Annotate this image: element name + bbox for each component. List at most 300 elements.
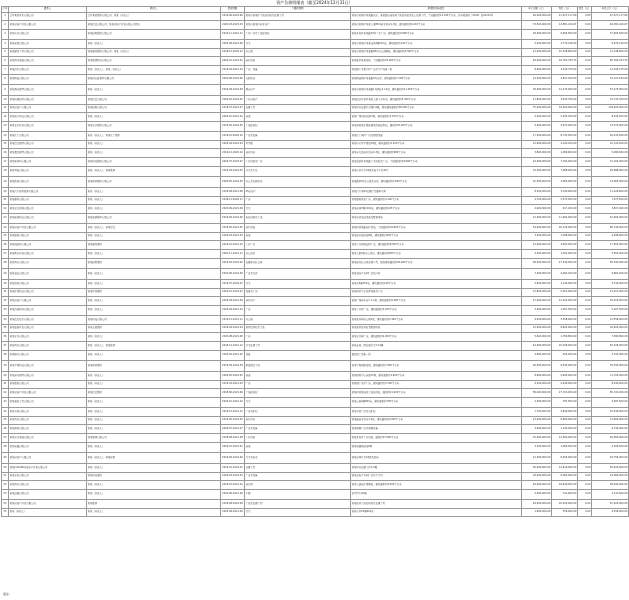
row-number[interactable]: 15 — [2, 141, 9, 149]
interest-cell[interactable]: 8,256,000.00 — [552, 453, 578, 464]
term-cell[interactable]: 2020.05-2022.05 — [221, 177, 245, 188]
penalty-cell[interactable]: 0.00 — [578, 389, 592, 398]
interest-cell[interactable]: 1,489,600.00 — [552, 149, 578, 158]
debtor-cell[interactable]: 某某置业有限公司 — [9, 417, 87, 425]
collateral-cell[interactable]: 工业用地 — [245, 434, 351, 443]
penalty-cell[interactable]: 0.00 — [578, 289, 592, 297]
collateral-cell[interactable]: 住宅及商业 — [245, 453, 351, 464]
penalty-cell[interactable]: 0.00 — [578, 408, 592, 417]
principal-cell[interactable]: 9,200,000.00 — [522, 316, 552, 325]
collateral-cell[interactable]: 厂房、设备 — [245, 66, 351, 75]
penalty-cell[interactable]: 0.00 — [578, 30, 592, 40]
guarantor-cell[interactable]: 某某建设集团有限公司；某某（自然人） — [87, 49, 221, 57]
collateral-cell[interactable]: 电站设备及土地 — [245, 214, 351, 224]
guarantor-cell[interactable]: 某某建设集团 — [87, 241, 221, 250]
debtor-cell[interactable]: 某某置业有限公司 — [9, 481, 87, 490]
interest-cell[interactable]: 14,275,000.00 — [552, 85, 578, 96]
debtor-cell[interactable]: 某某房地产有限公司 — [9, 105, 87, 113]
penalty-cell[interactable]: 0.00 — [578, 453, 592, 464]
total-cell[interactable]: 35,542,000.00 — [592, 361, 629, 372]
row-number[interactable]: 44 — [2, 408, 9, 417]
debtor-cell[interactable]: 某某贸易有限公司 — [9, 280, 87, 289]
guarantor-cell[interactable]: 某某医药集团 — [87, 361, 221, 372]
interest-cell[interactable]: 18,640,000.00 — [552, 481, 578, 490]
interest-cell[interactable]: 20,328,000.00 — [552, 342, 578, 351]
debtor-cell[interactable]: 某某房地产开发有限公司 — [9, 389, 87, 398]
row-number[interactable]: 31 — [2, 289, 9, 297]
interest-cell[interactable]: 558,000.00 — [552, 509, 578, 517]
interest-cell[interactable]: 14,560,000.00 — [552, 434, 578, 443]
penalty-cell[interactable]: 0.00 — [578, 325, 592, 333]
interest-cell[interactable]: 2,904,000.00 — [552, 372, 578, 381]
guarantor-cell[interactable]: 某某（自然人） — [87, 269, 221, 280]
principal-cell[interactable]: 8,800,000.00 — [522, 372, 552, 381]
guarantor-cell[interactable]: 某某控股集团 — [87, 259, 221, 269]
penalty-cell[interactable]: 0.00 — [578, 158, 592, 167]
term-cell[interactable]: 2020.06-2022.06 — [221, 269, 245, 280]
debtor-cell[interactable]: 某某教育咨询有限公司 — [9, 250, 87, 259]
collateral-cell[interactable]: 商铺 — [245, 372, 351, 381]
total-cell[interactable]: 4,398,900.00 — [592, 233, 629, 241]
guarantor-cell[interactable]: 某某集团 — [87, 500, 221, 509]
row-number[interactable]: 50 — [2, 464, 9, 473]
collateral-cell[interactable]: 工业厂房及土地使用权 — [245, 30, 351, 40]
row-number[interactable]: 46 — [2, 425, 9, 434]
interest-cell[interactable]: 8,809,000.00 — [552, 417, 578, 425]
detail-cell[interactable]: 某某市某某区某某大道88号商业用房1-3层，建筑面积约6,210平方米 — [351, 21, 522, 30]
principal-cell[interactable]: 21,000,000.00 — [522, 49, 552, 57]
guarantor-cell[interactable]: 某某集团有限公司 — [87, 434, 221, 443]
guarantor-cell[interactable]: 某某集团股份有限公司 — [87, 57, 221, 66]
row-number[interactable]: 48 — [2, 443, 9, 453]
term-cell[interactable]: 2018.11-2020.11 — [221, 197, 245, 205]
collateral-cell[interactable]: 住宅在建工程 — [245, 342, 351, 351]
total-cell[interactable]: 39,015,000.00 — [592, 297, 629, 306]
term-cell[interactable]: 2020.03-2021.03 — [221, 233, 245, 241]
debtor-cell[interactable]: 某某建设工程有限公司 — [9, 49, 87, 57]
total-cell[interactable]: 24,084,000.00 — [592, 473, 629, 481]
penalty-cell[interactable]: 0.00 — [578, 372, 592, 381]
penalty-cell[interactable]: 0.00 — [578, 75, 592, 85]
penalty-cell[interactable]: 0.00 — [578, 333, 592, 342]
guarantor-cell[interactable]: 某某（自然人）；某某投资 — [87, 224, 221, 233]
guarantor-cell[interactable]: 某某（自然人） — [87, 197, 221, 205]
interest-cell[interactable]: 4,953,000.00 — [552, 241, 578, 250]
debtor-cell[interactable]: 某某置业有限公司 — [9, 259, 87, 269]
penalty-cell[interactable]: 0.00 — [578, 49, 592, 57]
collateral-cell[interactable]: 住宅 — [245, 40, 351, 49]
collateral-cell[interactable]: 在建工程 — [245, 105, 351, 113]
penalty-cell[interactable]: 0.00 — [578, 141, 592, 149]
principal-cell[interactable]: 2,600,000.00 — [522, 280, 552, 289]
detail-cell[interactable]: 某某区某某地块土地使用权，面积约21,000平方米 — [351, 389, 522, 398]
total-cell[interactable]: 5,502,000.00 — [592, 250, 629, 259]
detail-cell[interactable]: 某某软件园办公楼3层，建筑面积约2,400平方米 — [351, 316, 522, 325]
collateral-cell[interactable]: 厂房及矿权 — [245, 408, 351, 417]
collateral-cell[interactable]: 在建商业综合体 — [245, 259, 351, 269]
principal-cell[interactable]: 5,200,000.00 — [522, 40, 552, 49]
penalty-cell[interactable]: 0.00 — [578, 177, 592, 188]
interest-cell[interactable]: 27,540,000.00 — [552, 259, 578, 269]
guarantor-cell[interactable]: 某某（自然人） — [87, 417, 221, 425]
principal-cell[interactable]: 9,900,000.00 — [522, 122, 552, 132]
collateral-cell[interactable]: 厂房及设备 — [245, 473, 351, 481]
detail-cell[interactable]: 某某工业区厂房，建筑面积约3,200平方米 — [351, 306, 522, 316]
debtor-cell[interactable]: 某某生物科技有限公司 — [9, 361, 87, 372]
debtor-cell[interactable]: 某某建材有限公司 — [9, 197, 87, 205]
term-cell[interactable]: 2019.06-2022.06 — [221, 13, 245, 21]
guarantor-cell[interactable]: 某某（自然人） — [87, 149, 221, 158]
detail-cell[interactable]: 某某公寓2幢801室，建筑面积约138平方米 — [351, 398, 522, 408]
debtor-cell[interactable]: 某某包装材料有限公司 — [9, 306, 87, 316]
detail-cell[interactable]: 某某步行街商业用房2-3层，建筑面积约980平方米 — [351, 149, 522, 158]
guarantor-cell[interactable]: 某某（自然人） — [87, 233, 221, 241]
detail-cell[interactable]: 某某市某某区某某花园3幢501室，建筑面积约142平方米 — [351, 40, 522, 49]
detail-cell[interactable]: 某某经济开发区某某大道工业用房，建筑面积约5,300平方米 — [351, 96, 522, 105]
penalty-cell[interactable]: 0.00 — [578, 269, 592, 280]
term-cell[interactable]: 2018.12-2020.12 — [221, 49, 245, 57]
debtor-cell[interactable]: 某某物流有限公司 — [9, 75, 87, 85]
term-cell[interactable]: 2018.12-2021.12 — [221, 342, 245, 351]
penalty-cell[interactable]: 0.00 — [578, 342, 592, 351]
guarantor-cell[interactable]: 某某（自然人） — [87, 381, 221, 389]
detail-cell[interactable]: 某某市某某区某某路66号办公楼整栋，建筑面积约4,560平方米 — [351, 49, 522, 57]
interest-cell[interactable]: 3,416,725.00 — [552, 66, 578, 75]
penalty-cell[interactable]: 0.00 — [578, 500, 592, 509]
interest-cell[interactable]: 27,724,000.00 — [552, 389, 578, 398]
guarantor-cell[interactable]: 某某控股集团有限公司 — [87, 30, 221, 40]
term-cell[interactable]: 2019.03-2022.03 — [221, 167, 245, 177]
debtor-cell[interactable]: 某某投资管理有限公司 — [9, 141, 87, 149]
principal-cell[interactable]: 2,900,000.00 — [522, 205, 552, 214]
debtor-cell[interactable]: 某某餐饮管理有限公司 — [9, 149, 87, 158]
collateral-cell[interactable]: 住宅 — [245, 509, 351, 517]
interest-cell[interactable]: 4,821,540.00 — [552, 75, 578, 85]
collateral-cell[interactable]: 写字楼 — [245, 141, 351, 149]
term-cell[interactable]: 2019.10-2021.10 — [221, 241, 245, 250]
principal-cell[interactable]: 49,000,000.00 — [522, 500, 552, 509]
principal-cell[interactable]: 8,100,000.00 — [522, 188, 552, 197]
interest-cell[interactable]: 5,451,000.00 — [552, 289, 578, 297]
total-cell[interactable]: 21,251,000.00 — [592, 289, 629, 297]
detail-cell[interactable]: 某某县某某乡集体建设用地使用权，面积约30,000平方米 — [351, 122, 522, 132]
total-cell[interactable]: 13,572,900.00 — [592, 122, 629, 132]
collateral-cell[interactable]: 工业房地产 — [245, 96, 351, 105]
total-cell[interactable]: 80,136,000.00 — [592, 224, 629, 233]
interest-cell[interactable]: 8,822,000.00 — [552, 325, 578, 333]
debtor-cell[interactable]: 某某房地产开发有限公司 — [9, 500, 87, 509]
term-cell[interactable]: 2018.08-2021.08 — [221, 434, 245, 443]
total-cell[interactable]: 67,424,000.00 — [592, 500, 629, 509]
total-cell[interactable]: 4,730,400.00 — [592, 425, 629, 434]
penalty-cell[interactable]: 0.00 — [578, 132, 592, 141]
detail-cell[interactable]: 某某景区经营权及配套用地 — [351, 325, 522, 333]
principal-cell[interactable]: 18,000,000.00 — [522, 473, 552, 481]
penalty-cell[interactable]: 0.00 — [578, 21, 592, 30]
interest-cell[interactable]: 7,104,000.00 — [552, 158, 578, 167]
principal-cell[interactable]: 28,000,000.00 — [522, 30, 552, 40]
term-cell[interactable]: 2019.07-2020.07 — [221, 280, 245, 289]
collateral-cell[interactable]: 设备 — [245, 351, 351, 361]
total-cell[interactable]: 16,720,200.00 — [592, 141, 629, 149]
detail-cell[interactable]: 某某工业园钢结构厂房，建筑面积约8,500平方米 — [351, 241, 522, 250]
term-cell[interactable]: 2019.09-2022.09 — [221, 361, 245, 372]
guarantor-cell[interactable]: 某某（自然人）；某某集团 — [87, 342, 221, 351]
term-cell[interactable]: 2018.07-2021.07 — [221, 105, 245, 113]
row-number[interactable]: 32 — [2, 297, 9, 306]
penalty-cell[interactable]: 0.00 — [578, 188, 592, 197]
row-number[interactable]: 22 — [2, 205, 9, 214]
guarantor-cell[interactable]: 某某（自然人） — [87, 464, 221, 473]
debtor-cell[interactable]: 某某光电有限公司 — [9, 473, 87, 481]
row-number[interactable]: 29 — [2, 269, 9, 280]
collateral-cell[interactable]: 土地使用权 — [245, 122, 351, 132]
penalty-cell[interactable]: 0.00 — [578, 122, 592, 132]
row-number[interactable]: 6 — [2, 57, 9, 66]
detail-cell[interactable]: 某某项目在建住宅楼1-6幢，规划建筑面积约48,000平方米 — [351, 105, 522, 113]
term-cell[interactable]: 2020.10-2021.10 — [221, 113, 245, 122]
total-cell[interactable]: 26,232,500.00 — [592, 132, 629, 141]
total-cell[interactable]: 26,688,000.00 — [592, 167, 629, 177]
total-cell[interactable]: 3,724,000.00 — [592, 351, 629, 361]
term-cell[interactable]: 2019.04-2022.04 — [221, 325, 245, 333]
interest-cell[interactable]: 3,126,600.00 — [552, 188, 578, 197]
interest-cell[interactable]: 9,542,000.00 — [552, 361, 578, 372]
detail-cell[interactable]: 重型货车20辆 — [351, 490, 522, 500]
term-cell[interactable]: 2020.07-2021.07 — [221, 425, 245, 434]
term-cell[interactable]: 2020.03-2023.03 — [221, 21, 245, 30]
interest-cell[interactable]: 10,348,800.00 — [552, 49, 578, 57]
debtor-cell[interactable]: 某某（自然人） — [9, 509, 87, 517]
column-header[interactable]: 利息（元） — [552, 7, 578, 13]
penalty-cell[interactable]: 0.00 — [578, 105, 592, 113]
collateral-cell[interactable]: 某某市某某区土地使用权及在建工程 — [245, 13, 351, 21]
principal-cell[interactable]: 40,000,000.00 — [522, 481, 552, 490]
principal-cell[interactable]: 26,000,000.00 — [522, 361, 552, 372]
principal-cell[interactable]: 4,700,000.00 — [522, 197, 552, 205]
collateral-cell[interactable]: 办公楼 — [245, 49, 351, 57]
total-cell[interactable]: 12,016,725.00 — [592, 66, 629, 75]
principal-cell[interactable]: 15,800,000.00 — [522, 289, 552, 297]
row-number[interactable]: 10 — [2, 96, 9, 105]
total-cell[interactable]: 109,620,000.00 — [592, 105, 629, 113]
guarantor-cell[interactable]: 某某科技集团 — [87, 473, 221, 481]
debtor-cell[interactable]: 某某装饰工程有限公司 — [9, 398, 87, 408]
term-cell[interactable]: 2020.05-2022.05 — [221, 372, 245, 381]
penalty-cell[interactable]: 0.00 — [578, 224, 592, 233]
penalty-cell[interactable]: 0.00 — [578, 398, 592, 408]
guarantor-cell[interactable]: 某某能源集团有限公司 — [87, 214, 221, 224]
total-cell[interactable]: 6,970,126.00 — [592, 40, 629, 49]
detail-cell[interactable]: 某某广场1层商铺12间，建筑面积约1,150平方米 — [351, 113, 522, 122]
collateral-cell[interactable]: 土地使用权 — [245, 389, 351, 398]
debtor-cell[interactable]: 某某房地产开发有限公司 — [9, 21, 87, 30]
detail-cell[interactable]: 某某化工园区厂房及附属设施 — [351, 132, 522, 141]
detail-cell[interactable]: 某某中心写字楼第18层，建筑面积约2,100平方米 — [351, 141, 522, 149]
collateral-cell[interactable]: 土地及在建工程 — [245, 500, 351, 509]
penalty-cell[interactable]: 0.00 — [578, 113, 592, 122]
collateral-cell[interactable]: 仓储用房 — [245, 75, 351, 85]
principal-cell[interactable]: 7,400,000.00 — [522, 269, 552, 280]
total-cell[interactable]: 80,760,333.33 — [592, 57, 629, 66]
principal-cell[interactable]: 5,600,000.00 — [522, 333, 552, 342]
principal-cell[interactable]: 27,000,000.00 — [522, 297, 552, 306]
principal-cell[interactable]: 12,600,000.00 — [522, 141, 552, 149]
term-cell[interactable]: 2019.06-2022.06 — [221, 453, 245, 464]
row-number[interactable]: 8 — [2, 75, 9, 85]
row-number[interactable]: 35 — [2, 325, 9, 333]
guarantor-cell[interactable]: 某某控股有限公司 — [87, 105, 221, 113]
interest-cell[interactable]: 14,616,000.00 — [552, 464, 578, 473]
collateral-cell[interactable]: 商住楼 — [245, 481, 351, 490]
row-number[interactable]: 54 — [2, 500, 9, 509]
interest-cell[interactable]: 1,144,000.00 — [552, 280, 578, 289]
penalty-cell[interactable]: 0.00 — [578, 490, 592, 500]
debtor-cell[interactable]: 某某环保科技有限公司 — [9, 289, 87, 297]
penalty-cell[interactable]: 0.00 — [578, 306, 592, 316]
detail-cell[interactable]: 某某家园住宅18套及底商 — [351, 453, 522, 464]
total-cell[interactable]: 8,540,000.00 — [592, 381, 629, 389]
penalty-cell[interactable]: 0.00 — [578, 443, 592, 453]
row-number[interactable]: 5 — [2, 49, 9, 57]
collateral-cell[interactable]: 研发楼及土地 — [245, 361, 351, 372]
principal-cell[interactable]: 17,500,000.00 — [522, 132, 552, 141]
collateral-cell[interactable]: 厂房 — [245, 197, 351, 205]
penalty-cell[interactable]: 0.00 — [578, 96, 592, 105]
penalty-cell[interactable]: 0.00 — [578, 57, 592, 66]
principal-cell[interactable]: 7,700,000.00 — [522, 408, 552, 417]
principal-cell[interactable]: 33,500,000.00 — [522, 21, 552, 30]
interest-cell[interactable]: 1,130,400.00 — [552, 425, 578, 434]
collateral-cell[interactable]: 办公楼 — [245, 316, 351, 325]
term-cell[interactable]: 2019.12-2021.12 — [221, 408, 245, 417]
debtor-cell[interactable]: 某某置业有限公司 — [9, 342, 87, 351]
column-header[interactable]: 债务人 — [9, 7, 87, 13]
guarantor-cell[interactable]: 某某（自然人） — [87, 280, 221, 289]
debtor-cell[interactable]: 某某房地产开发有限公司 — [9, 224, 87, 233]
interest-cell[interactable]: 18,424,000.00 — [552, 500, 578, 509]
debtor-cell[interactable]: 某某商业管理有限公司 — [9, 372, 87, 381]
column-header[interactable]: 本息合计（元） — [592, 7, 629, 13]
total-cell[interactable]: 58,640,000.00 — [592, 481, 629, 490]
principal-cell[interactable]: 46,000,000.00 — [522, 13, 552, 21]
principal-cell[interactable]: 2,400,000.00 — [522, 490, 552, 500]
interest-cell[interactable]: 787,500.00 — [552, 398, 578, 408]
term-cell[interactable]: 2019.03-2021.03 — [221, 381, 245, 389]
principal-cell[interactable]: 32,000,000.00 — [522, 434, 552, 443]
guarantor-cell[interactable]: 某某（自然人） — [87, 425, 221, 434]
total-cell[interactable]: 5,167,500.00 — [592, 306, 629, 316]
interest-cell[interactable]: 26,136,000.00 — [552, 224, 578, 233]
detail-cell[interactable]: 某某生物园研发楼，建筑面积约7,800平方米 — [351, 361, 522, 372]
debtor-cell[interactable]: 某某食品有限公司 — [9, 269, 87, 280]
interest-cell[interactable]: 1,267,500.00 — [552, 306, 578, 316]
total-cell[interactable]: 2,358,000.00 — [592, 509, 629, 517]
guarantor-cell[interactable]: 某某（自然人） — [87, 188, 221, 197]
debtor-cell[interactable]: 某某纺织有限公司 — [9, 66, 87, 75]
row-number[interactable]: 47 — [2, 434, 9, 443]
row-number[interactable]: 9 — [2, 85, 9, 96]
collateral-cell[interactable]: 商铺 — [245, 113, 351, 122]
row-number[interactable]: 20 — [2, 188, 9, 197]
row-number[interactable]: 41 — [2, 381, 9, 389]
row-number[interactable]: 28 — [2, 259, 9, 269]
penalty-cell[interactable]: 0.00 — [578, 316, 592, 325]
total-cell[interactable]: 3,817,400.00 — [592, 205, 629, 214]
guarantor-cell[interactable]: 某某（自然人） — [87, 443, 221, 453]
debtor-cell[interactable]: 某某石材有限公司 — [9, 408, 87, 417]
collateral-cell[interactable]: 商铺 — [245, 443, 351, 453]
total-cell[interactable]: 11,704,000.00 — [592, 372, 629, 381]
debtor-cell[interactable]: 某某电子科技有限公司 — [9, 113, 87, 122]
interest-cell[interactable]: 2,440,000.00 — [552, 381, 578, 389]
detail-cell[interactable]: 某某路28号办公楼及仓库，建筑面积约3,600平方米 — [351, 177, 522, 188]
total-cell[interactable]: 64,328,000.00 — [592, 342, 629, 351]
debtor-cell[interactable]: 某某电器有限公司 — [9, 443, 87, 453]
row-number[interactable]: 25 — [2, 233, 9, 241]
penalty-cell[interactable]: 0.00 — [578, 167, 592, 177]
term-cell[interactable]: 2019.02-2022.02 — [221, 259, 245, 269]
row-number[interactable]: 34 — [2, 316, 9, 325]
detail-cell[interactable]: 某某花园7幢1202室，建筑面积约165平方米 — [351, 205, 522, 214]
detail-cell[interactable]: 某某项目在建工程1-3幢 — [351, 464, 522, 473]
principal-cell[interactable]: 31,000,000.00 — [522, 214, 552, 224]
collateral-cell[interactable]: 酒店房产 — [245, 85, 351, 96]
debtor-cell[interactable]: 某某化工有限公司 — [9, 132, 87, 141]
row-number[interactable]: 7 — [2, 66, 9, 75]
row-number[interactable]: 11 — [2, 105, 9, 113]
term-cell[interactable]: 2020.04-2022.04 — [221, 141, 245, 149]
row-number[interactable]: 16 — [2, 149, 9, 158]
term-cell[interactable]: 2020.01-2022.01 — [221, 289, 245, 297]
debtor-cell[interactable]: 某某房地产有限公司 — [9, 297, 87, 306]
interest-cell[interactable]: 1,780,800.00 — [552, 333, 578, 342]
interest-cell[interactable]: 2,849,000.00 — [552, 408, 578, 417]
total-cell[interactable]: 11,226,600.00 — [592, 188, 629, 197]
debtor-cell[interactable]: 江苏某某置业有限公司 — [9, 13, 87, 21]
penalty-cell[interactable]: 0.00 — [578, 214, 592, 224]
interest-cell[interactable]: 1,302,000.00 — [552, 250, 578, 259]
row-number[interactable]: 27 — [2, 250, 9, 259]
interest-cell[interactable]: 6,084,000.00 — [552, 473, 578, 481]
principal-cell[interactable]: 62,000,000.00 — [522, 57, 552, 66]
term-cell[interactable]: 2020.10-2021.10 — [221, 398, 245, 408]
debtor-cell[interactable]: 某某信息技术有限公司 — [9, 316, 87, 325]
penalty-cell[interactable]: 0.00 — [578, 481, 592, 490]
term-cell[interactable]: 2019.08-2021.08 — [221, 188, 245, 197]
debtor-cell[interactable]: 某某农业开发有限公司 — [9, 122, 87, 132]
interest-cell[interactable]: 741,600.00 — [552, 490, 578, 500]
row-number[interactable]: 52 — [2, 481, 9, 490]
row-number[interactable]: 33 — [2, 306, 9, 316]
guarantor-cell[interactable]: 某某（自然人）；某某集团 — [87, 167, 221, 177]
term-cell[interactable]: 2020.02-2021.02 — [221, 351, 245, 361]
row-number[interactable]: 19 — [2, 177, 9, 188]
detail-cell[interactable]: 某某光电产业园厂房及生产线 — [351, 473, 522, 481]
debtor-cell[interactable]: 某某新材料有限公司 — [9, 158, 87, 167]
term-cell[interactable]: 2019.12-2020.12 — [221, 149, 245, 158]
debtor-cell[interactable]: 某某商贸有限公司 — [9, 40, 87, 49]
row-number[interactable]: 55 — [2, 509, 9, 517]
collateral-cell[interactable]: 在建工程 — [245, 464, 351, 473]
detail-cell[interactable]: 某某高新区某某路工业用地及厂房，土地面积约18,600平方米 — [351, 158, 522, 167]
principal-cell[interactable]: 10,500,000.00 — [522, 177, 552, 188]
detail-cell[interactable]: 某某花园二期在建住宅7-12幢 — [351, 342, 522, 351]
penalty-cell[interactable]: 0.00 — [578, 280, 592, 289]
total-cell[interactable]: 31,348,800.00 — [592, 49, 629, 57]
term-cell[interactable]: 2020.06-2022.06 — [221, 75, 245, 85]
debtor-cell[interactable]: 某某实业发展有限公司 — [9, 434, 87, 443]
